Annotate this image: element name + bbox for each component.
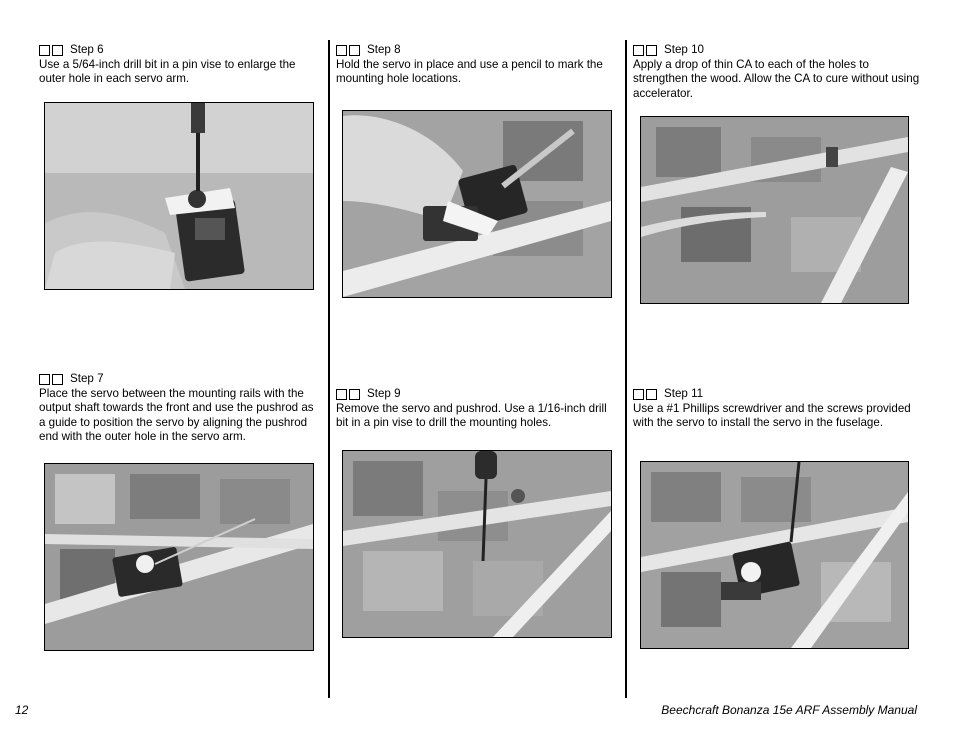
checkbox-icon[interactable] bbox=[349, 45, 360, 56]
step-10-text: Apply a drop of thin CA to each of the holes to strengthen the wood. Allow the CA to cure without using accelerator. bbox=[633, 57, 920, 100]
step-9-text: Remove the servo and pushrod. Use a 1/16-inch drill bit in a pin vise to drill the mounting holes. bbox=[336, 401, 607, 430]
column-divider-left bbox=[328, 40, 330, 698]
step-6 bbox=[39, 43, 319, 87]
checkbox-icon[interactable] bbox=[633, 389, 644, 400]
step-9-header bbox=[336, 387, 618, 402]
step-8-label: Step 8 bbox=[367, 43, 401, 56]
checkbox-icon[interactable] bbox=[52, 45, 63, 56]
checkbox-icon[interactable] bbox=[336, 389, 347, 400]
step-7-header bbox=[39, 372, 319, 387]
step-8-photo bbox=[342, 110, 612, 298]
step-7-label: Step 7 bbox=[70, 372, 104, 385]
step-11-label: Step 11 bbox=[664, 387, 704, 400]
step-11 bbox=[633, 387, 923, 431]
step-8-text: Hold the servo in place and use a pencil to mark the mounting hole locations. bbox=[336, 57, 603, 86]
checkbox-icon[interactable] bbox=[646, 389, 657, 400]
step-10-label: Step 10 bbox=[664, 43, 704, 56]
step-6-text: Use a 5/64-inch drill bit in a pin vise to enlarge the outer hole in each servo arm. bbox=[39, 57, 296, 86]
step-11-photo bbox=[640, 461, 909, 649]
checkbox-icon[interactable] bbox=[633, 45, 644, 56]
step-11-header bbox=[633, 387, 923, 402]
checkbox-icon[interactable] bbox=[336, 45, 347, 56]
step-9 bbox=[336, 387, 618, 431]
step-6-header bbox=[39, 43, 319, 58]
checkbox-icon[interactable] bbox=[646, 45, 657, 56]
page-number: 12 bbox=[15, 703, 29, 717]
step-6-label: Step 6 bbox=[70, 43, 104, 56]
step-10 bbox=[633, 43, 923, 101]
step-11-text: Use a #1 Phillips screwdriver and the screws provided with the servo to install the servo in the fuselage. bbox=[633, 401, 911, 430]
step-7 bbox=[39, 372, 319, 445]
step-7-text: Place the servo between the mounting rails with the output shaft towards the front and use the pushrod as a guide to position the servo by aligning the pushrod end with the outer hole in the servo arm. bbox=[39, 386, 314, 444]
manual-title: Beechcraft Bonanza 15e ARF Assembly Manual bbox=[661, 703, 917, 717]
step-6-photo bbox=[44, 102, 314, 290]
checkbox-icon[interactable] bbox=[349, 389, 360, 400]
checkbox-icon[interactable] bbox=[52, 374, 63, 385]
checkbox-icon[interactable] bbox=[39, 45, 50, 56]
step-8-header bbox=[336, 43, 618, 58]
step-10-photo bbox=[640, 116, 909, 304]
step-9-photo bbox=[342, 450, 612, 638]
step-7-photo bbox=[44, 463, 314, 651]
checkbox-icon[interactable] bbox=[39, 374, 50, 385]
step-8 bbox=[336, 43, 618, 87]
step-10-header bbox=[633, 43, 923, 58]
column-divider-right bbox=[625, 40, 627, 698]
step-9-label: Step 9 bbox=[367, 387, 401, 400]
